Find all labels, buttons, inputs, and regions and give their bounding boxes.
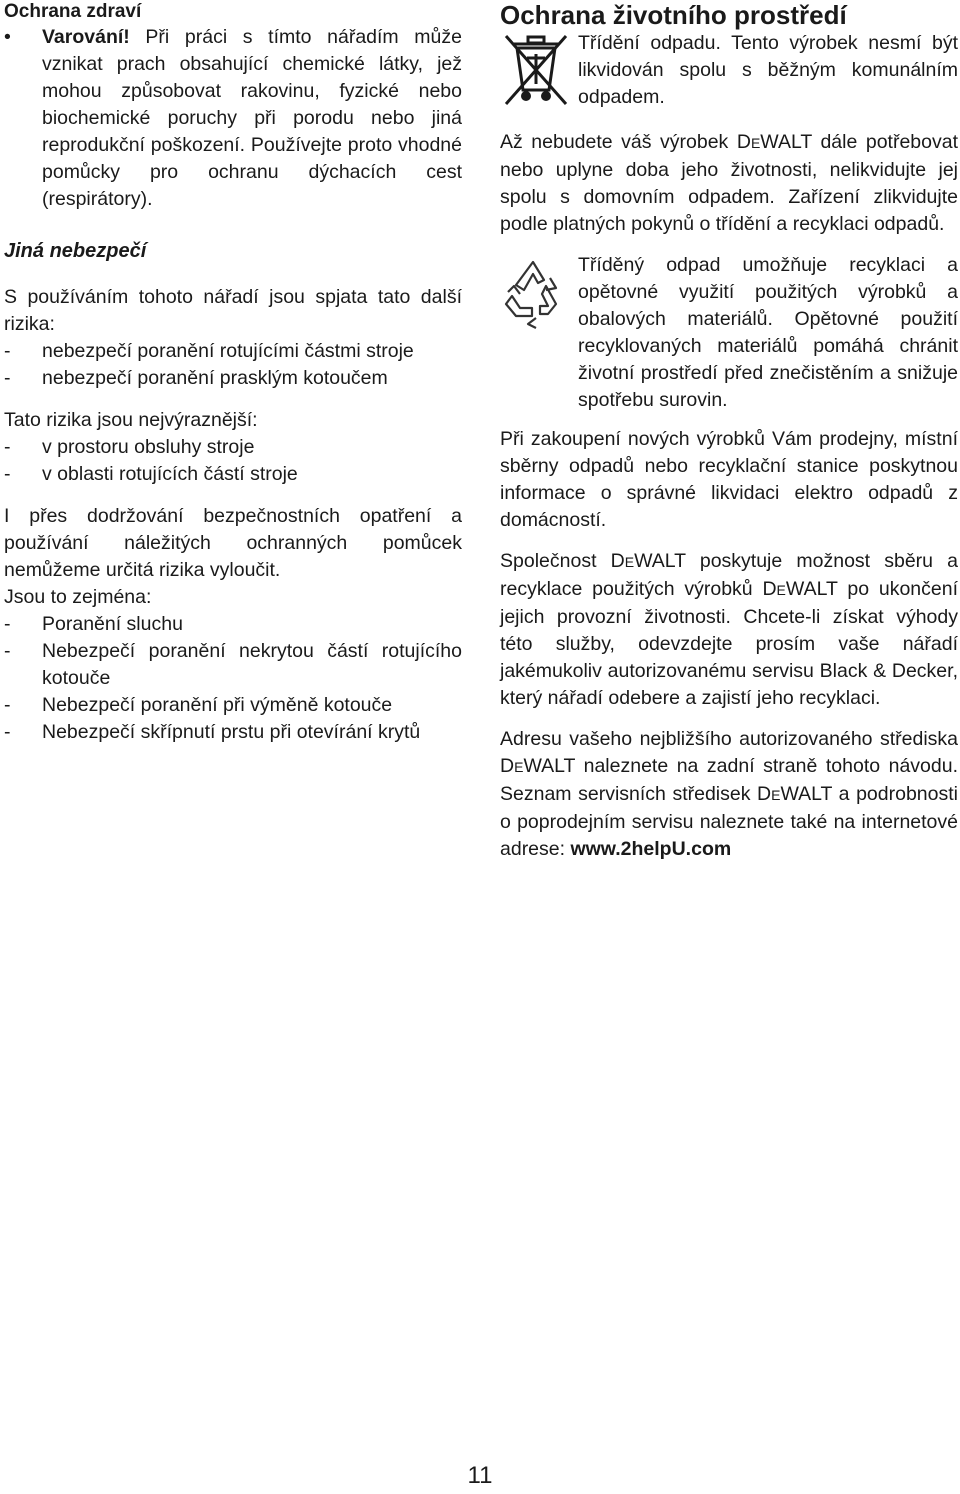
warning-label: Varování!	[42, 26, 130, 48]
recycle-icon	[500, 252, 578, 414]
areas-list	[4, 434, 462, 488]
list-item: - Nebezpečí poranění nekrytou částí rotujícího kotouče	[4, 640, 462, 689]
risks-list	[4, 338, 462, 392]
disposal-paragraph: Až nebudete váš výrobek DEWALT dále potřebovat nebo uplyne doba jeho životnosti, nelikvidujte jej spolu s domovním odpadem. Zařízení zlikvidujte podle platných pokynů o třídění a recyklaci odpadů.	[500, 131, 959, 235]
sorting-text: Třídění odpadu. Tento výrobek nesmí být likvidován spolu s běžným komunálním odpadem.	[578, 32, 958, 108]
bullet-symbol: •	[4, 26, 11, 48]
health-heading: Ochrana zdraví	[4, 1, 142, 22]
list-item: - Nebezpečí skřípnutí prstu při otevírání krytů	[4, 721, 421, 743]
areas-intro: Tato rizika jsou nejvýraznější:	[4, 409, 258, 431]
list-item: - v oblasti rotujících částí stroje	[4, 463, 298, 485]
website-link[interactable]: www.2helpU.com	[570, 838, 732, 860]
other-risks-heading: Jiná nebezpečí	[4, 240, 147, 262]
list-item: - Nebezpečí poranění při výměně kotouče	[4, 694, 393, 716]
namely-intro: Jsou to zejména:	[4, 586, 152, 608]
list-item: - Poranění sluchu	[4, 613, 183, 635]
dewalt-service-paragraph: Společnost DEWALT poskytuje možnost sběru a recyklace použitých výrobků DEWALT po ukončení jejich provozní životnosti. Chcete-li získat výhody této služby, odevzdejte prosím vaše nářadí jakémukoliv autorizovanému servisu Black & Decker, který nářadí odebere a zajistí jeho recyklaci.	[500, 550, 959, 709]
waste-sorting-block	[500, 30, 958, 115]
list-item: - nebezpečí poranění rotujícími částmi stroje	[4, 340, 414, 362]
address-paragraph: Adresu vašeho nejbližšího autorizovaného střediska DEWALT naleznete na zadní straně tohoto návodu. Seznam servisních středisek DEWALT a podrobnosti o poprodejním servisu naleznete také na internetové adrese: www.2helpU.com	[500, 728, 958, 860]
despite-text: I přes dodržování bezpečnostních opatření a používání náležitých ochranných pomůcek nemůžeme určitá rizika vyloučit.	[4, 505, 462, 581]
risks-intro: S používáním tohoto nářadí jsou spjata tato další rizika:	[4, 286, 462, 335]
shops-paragraph: Při zakoupení nových výrobků Vám prodejny, místní sběrny odpadů nebo recyklační stanice poskytnou informace o správné likvidaci elektro odpadů z domácností.	[500, 428, 958, 531]
recycling-block	[500, 252, 958, 414]
left-column	[4, 0, 462, 746]
namely-list	[4, 611, 462, 746]
warning-item	[4, 24, 462, 213]
warning-text: Při práci s tímto nářadím může vznikat prach obsahující chemické látky, jež mohou způsobovat rakovinu, fyzické nebo biochemické poruchy při porodu nebo jiná reprodukční poškození. Používejte proto vhodné pomůcky pro ochranu dýchacích cest (respirátory).	[42, 26, 462, 210]
page-number: 11	[467, 1462, 493, 1489]
list-item: - nebezpečí poranění prasklým kotoučem	[4, 367, 388, 389]
list-item: - v prostoru obsluhy stroje	[4, 436, 255, 458]
environment-heading: Ochrana životního prostředí	[500, 0, 847, 30]
right-column	[500, 0, 958, 863]
recycle-text: Tříděný odpad umožňuje recyklaci a opětovné využití použitých výrobků a obalových materiálů. Opětovné použití recyklovaných materiálů pomáhá chránit životní prostředí před znečistěním a snižuje spotřebu surovin.	[578, 254, 958, 411]
crossed-out-wheelie-bin-icon	[500, 30, 578, 115]
